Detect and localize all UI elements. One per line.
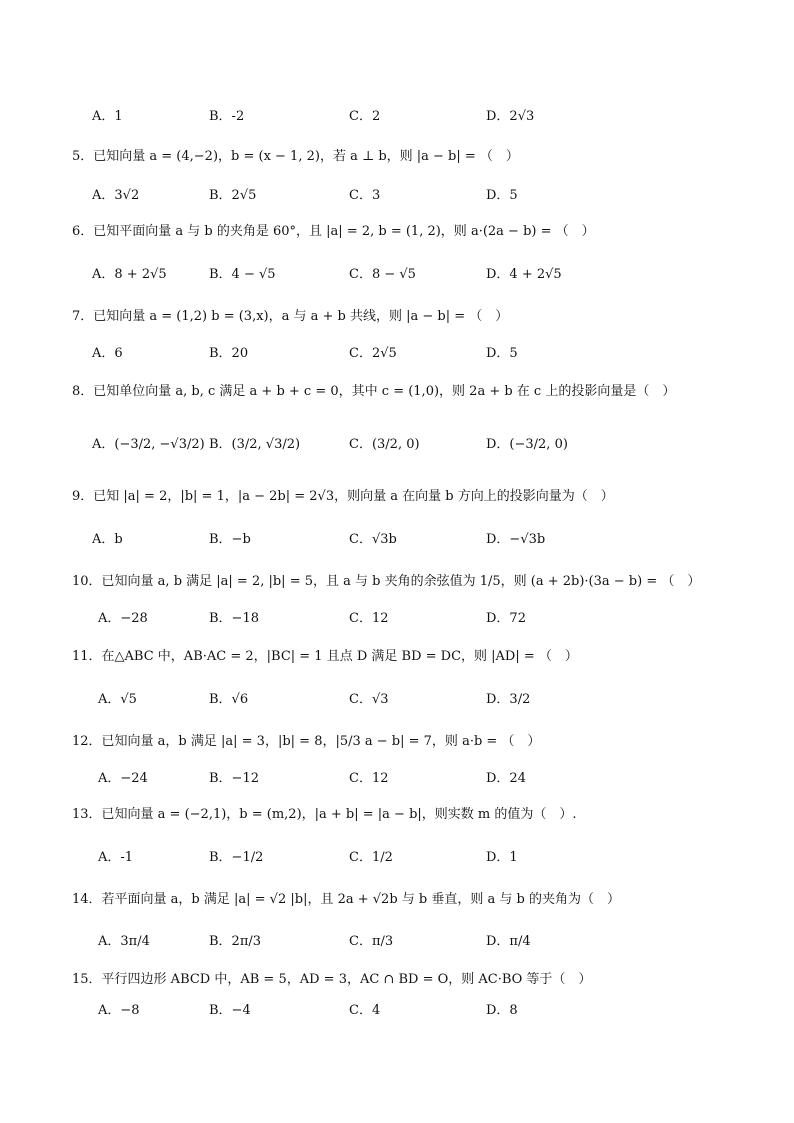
- q7-option-d: D．5: [486, 346, 518, 361]
- q12-option-d: D．24: [486, 771, 526, 786]
- q9-option-c: C．√3b: [349, 532, 397, 547]
- q5-option-c: C．3: [349, 188, 381, 203]
- q7-option-b: B．20: [209, 346, 249, 361]
- q7-option-a: A．6: [92, 346, 123, 361]
- q10-option-d: D．72: [486, 611, 526, 626]
- q10-option-a: A．−28: [98, 611, 148, 626]
- q7-option-c: C．2√5: [349, 346, 397, 361]
- q10-option-c: C．12: [349, 611, 389, 626]
- q8-option-b: B．(3/2, √3/2): [209, 437, 301, 452]
- q15-option-a: A．−8: [98, 1003, 140, 1018]
- q10-option-b: B．−18: [209, 611, 259, 626]
- q13-option-d: D．1: [486, 850, 518, 865]
- q5-stem: 5．已知向量 a = (4,−2)，b = (x − 1, 2)，若 a ⊥ b，则 |a − b| = （ ）: [72, 149, 519, 164]
- q6-option-d: D．4 + 2√5: [486, 267, 562, 282]
- q13-option-a: A．-1: [98, 850, 134, 865]
- q12-option-a: A．−24: [98, 771, 148, 786]
- q12-option-c: C．12: [349, 771, 389, 786]
- q6-option-b: B．4 − √5: [209, 267, 276, 282]
- q11-option-d: D．3/2: [486, 692, 531, 707]
- q13-option-b: B．−1/2: [209, 850, 264, 865]
- q4-option-c: C．2: [349, 109, 381, 124]
- q4-option-a: A．1: [92, 109, 123, 124]
- q8-option-d: D．(−3/2, 0): [486, 437, 568, 452]
- q9-option-b: B．−b: [209, 532, 251, 547]
- q15-stem: 15．平行四边形 ABCD 中，AB = 5，AD = 3，AC ∩ BD = O，则 AC·BO 等于（ ）: [72, 972, 592, 987]
- q6-stem: 6．已知平面向量 a 与 b 的夹角是 60°，且 |a| = 2, b = (1, 2)，则 a·(2a − b) = （ ）: [72, 224, 595, 239]
- q5-option-d: D．5: [486, 188, 518, 203]
- q14-stem: 14．若平面向量 a，b 满足 |a| = √2 |b|，且 2a + √2b 与 b 垂直，则 a 与 b 的夹角为（ ）: [72, 892, 620, 907]
- q6-option-c: C．8 − √5: [349, 267, 416, 282]
- q8-stem: 8．已知单位向量 a, b, c 满足 a + b + c = 0，其中 c = (1,0)，则 2a + b 在 c 上的投影向量是（ ）: [72, 384, 676, 399]
- q9-stem: 9．已知 |a| = 2，|b| = 1，|a − 2b| = 2√3，则向量 a 在向量 b 方向上的投影向量为（ ）: [72, 489, 614, 504]
- q6-option-a: A．8 + 2√5: [92, 267, 167, 282]
- q14-option-b: B．2π/3: [209, 934, 262, 949]
- q7-stem: 7．已知向量 a = (1,2) b = (3,x)，a 与 a + b 共线，则 |a − b| = （ ）: [72, 309, 509, 324]
- q9-option-d: D．−√3b: [486, 532, 546, 547]
- q11-stem: 11．在△ABC 中，AB·AC = 2，|BC| = 1 且点 D 满足 BD = DC，则 |AD| = （ ）: [72, 649, 578, 664]
- q4-option-b: B．-2: [209, 109, 245, 124]
- q5-option-b: B．2√5: [209, 188, 257, 203]
- q5-option-a: A．3√2: [92, 188, 140, 203]
- q8-option-a: A．(−3/2, −√3/2): [92, 437, 205, 452]
- q9-option-a: A．b: [92, 532, 123, 547]
- q14-option-a: A．3π/4: [98, 934, 150, 949]
- q14-option-d: D．π/4: [486, 934, 531, 949]
- q13-stem: 13．已知向量 a = (−2,1)，b = (m,2)，|a + b| = |a − b|，则实数 m 的值为（ ）.: [72, 807, 577, 822]
- q12-option-b: B．−12: [209, 771, 259, 786]
- q10-stem: 10．已知向量 a, b 满足 |a| = 2, |b| = 5，且 a 与 b 夹角的余弦值为 1/5，则 (a + 2b)·(3a − b) = （ ）: [72, 574, 701, 589]
- q4-option-d: D．2√3: [486, 109, 535, 124]
- q14-option-c: C．π/3: [349, 934, 394, 949]
- q15-option-d: D．8: [486, 1003, 518, 1018]
- q13-option-c: C．1/2: [349, 850, 393, 865]
- q11-option-a: A．√5: [98, 692, 137, 707]
- q11-option-b: B．√6: [209, 692, 249, 707]
- q11-option-c: C．√3: [349, 692, 389, 707]
- q15-option-c: C．4: [349, 1003, 381, 1018]
- q8-option-c: C．(3/2, 0): [349, 437, 420, 452]
- q15-option-b: B．−4: [209, 1003, 251, 1018]
- q12-stem: 12．已知向量 a，b 满足 |a| = 3，|b| = 8，|5/3 a − b| = 7，则 a·b = （ ）: [72, 734, 541, 749]
